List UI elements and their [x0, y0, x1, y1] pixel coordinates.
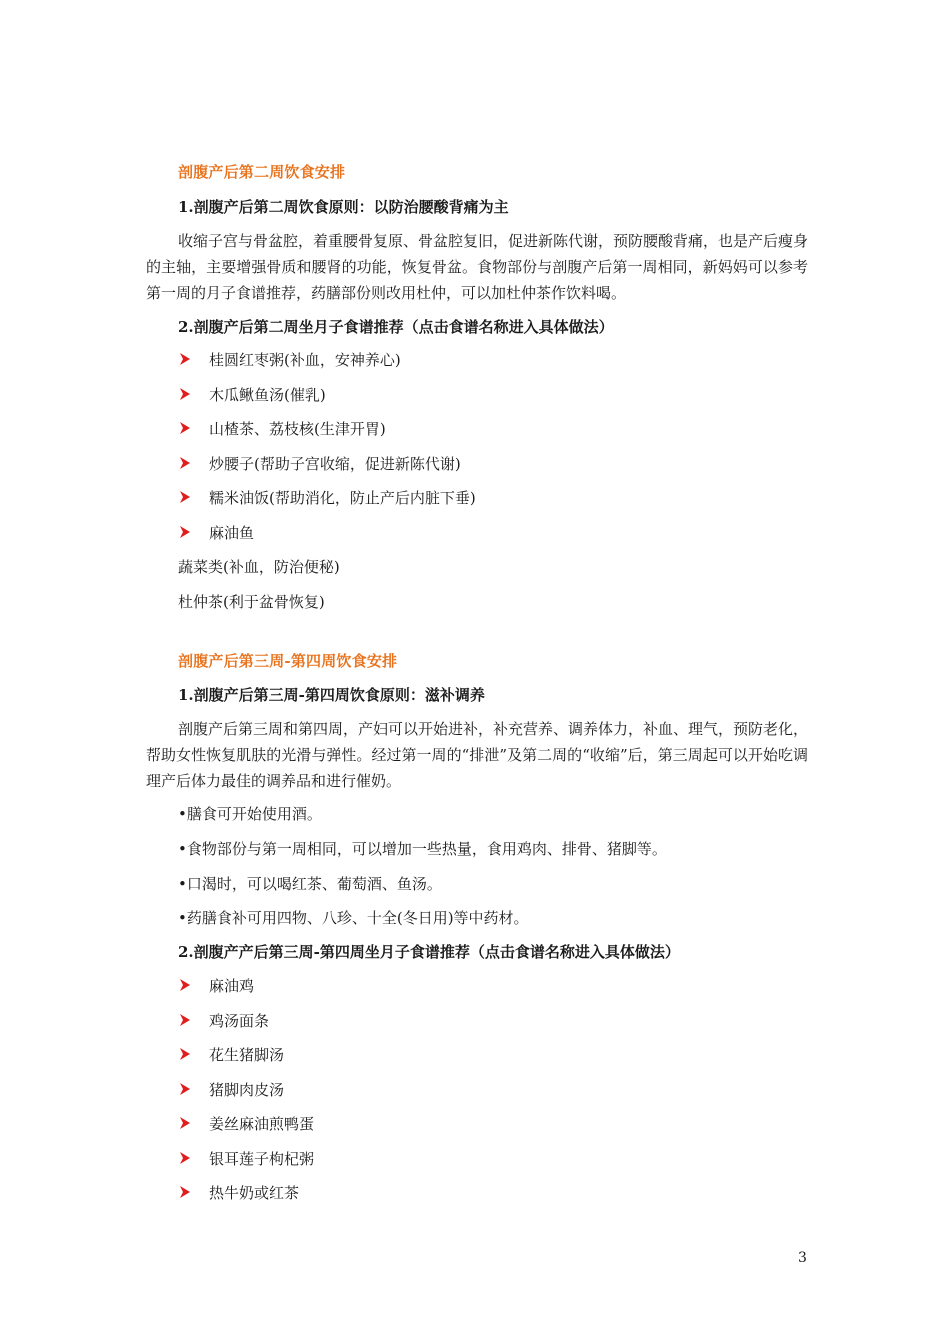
recipe-link[interactable]: 山楂茶、荔枝核(生津开胃): [209, 420, 386, 439]
diet-principle: 1.剖腹产后第二周饮食原则：以防治腰酸背痛为主: [178, 198, 509, 216]
recipe-link[interactable]: 麻油鸡: [209, 977, 255, 995]
arrow-right-icon: [179, 1047, 191, 1061]
list-item: 蔬菜类(补血，防治便秘): [178, 558, 340, 576]
arrow-right-icon: [179, 387, 191, 401]
body-paragraph: 剖腹产后第三周和第四周，产妇可以开始进补，补充营养、调养体力，补血、理气，预防老化，帮助女性恢复肌肤的光滑与弹性。经过第一周的“排泄”及第二周的“收缩”后，第三周起可以开始吃调理产后体力最佳的调养品和进行催奶。: [146, 720, 809, 790]
bullet-item: •膳食可开始使用酒。: [178, 805, 322, 823]
arrow-right-icon: [179, 978, 191, 992]
recipe-link[interactable]: 银耳莲子枸杞粥: [209, 1149, 315, 1168]
bullet-item: •药膳食补可用四物、八珍、十全(冬日用)等中药材。: [178, 909, 529, 927]
arrow-right-icon: [179, 1151, 191, 1165]
arrow-right-icon: [179, 421, 191, 435]
arrow-right-icon: [179, 1185, 191, 1199]
recipe-link[interactable]: 姜丝麻油煎鸭蛋: [209, 1115, 315, 1133]
recipe-link[interactable]: 热牛奶或红茶: [209, 1184, 300, 1202]
recipes-title: 2.剖腹产产后第三周-第四周坐月子食谱推荐（点击食谱名称进入具体做法）: [178, 943, 680, 961]
page-number: 3: [798, 1250, 807, 1266]
section-heading: 剖腹产后第二周饮食安排: [178, 163, 346, 181]
recipe-link[interactable]: 木瓜鳅鱼汤(催乳): [209, 385, 326, 404]
arrow-right-icon: [179, 1116, 191, 1130]
arrow-right-icon: [179, 1082, 191, 1096]
arrow-right-icon: [179, 352, 191, 366]
recipe-link[interactable]: 鸡汤面条: [209, 1011, 270, 1030]
recipes-title: 2.剖腹产后第二周坐月子食谱推荐（点击食谱名称进入具体做法）: [178, 318, 614, 336]
bullet-item: •食物部份与第一周相同，可以增加一些热量，食用鸡肉、排骨、猪脚等。: [178, 840, 667, 858]
body-paragraph: 收缩子宫与骨盆腔，着重腰骨复原、骨盆腔复旧，促进新陈代谢，预防腰酸背痛，也是产后瘦身的主轴，主要增强骨质和腰肾的功能，恢复骨盆。食物部份与剖腹产后第一周相同，新妈妈可以参考第一周的月子食谱推荐，药膳部份则改用杜仲，可以加杜仲茶作饮料喝。: [146, 232, 809, 302]
section-heading: 剖腹产后第三周-第四周饮食安排: [178, 652, 398, 670]
recipe-link[interactable]: 桂圆红枣粥(补血，安神养心): [209, 351, 401, 369]
recipe-link[interactable]: 花生猪脚汤: [209, 1046, 285, 1064]
bullet-item: •口渴时，可以喝红茶、葡萄酒、鱼汤。: [178, 875, 442, 893]
arrow-right-icon: [179, 490, 191, 504]
arrow-right-icon: [179, 1013, 191, 1027]
list-item: 杜仲茶(利于盆骨恢复): [178, 593, 325, 611]
recipe-link[interactable]: 糯米油饭(帮助消化，防止产后内脏下垂): [209, 489, 476, 508]
recipe-link[interactable]: 炒腰子(帮助子宫收缩，促进新陈代谢): [209, 454, 461, 473]
arrow-right-icon: [179, 525, 191, 539]
diet-principle: 1.剖腹产后第三周-第四周饮食原则：滋补调养: [178, 686, 485, 704]
arrow-right-icon: [179, 456, 191, 470]
recipe-link[interactable]: 猪脚肉皮汤: [209, 1080, 285, 1099]
recipe-link[interactable]: 麻油鱼: [209, 524, 255, 542]
